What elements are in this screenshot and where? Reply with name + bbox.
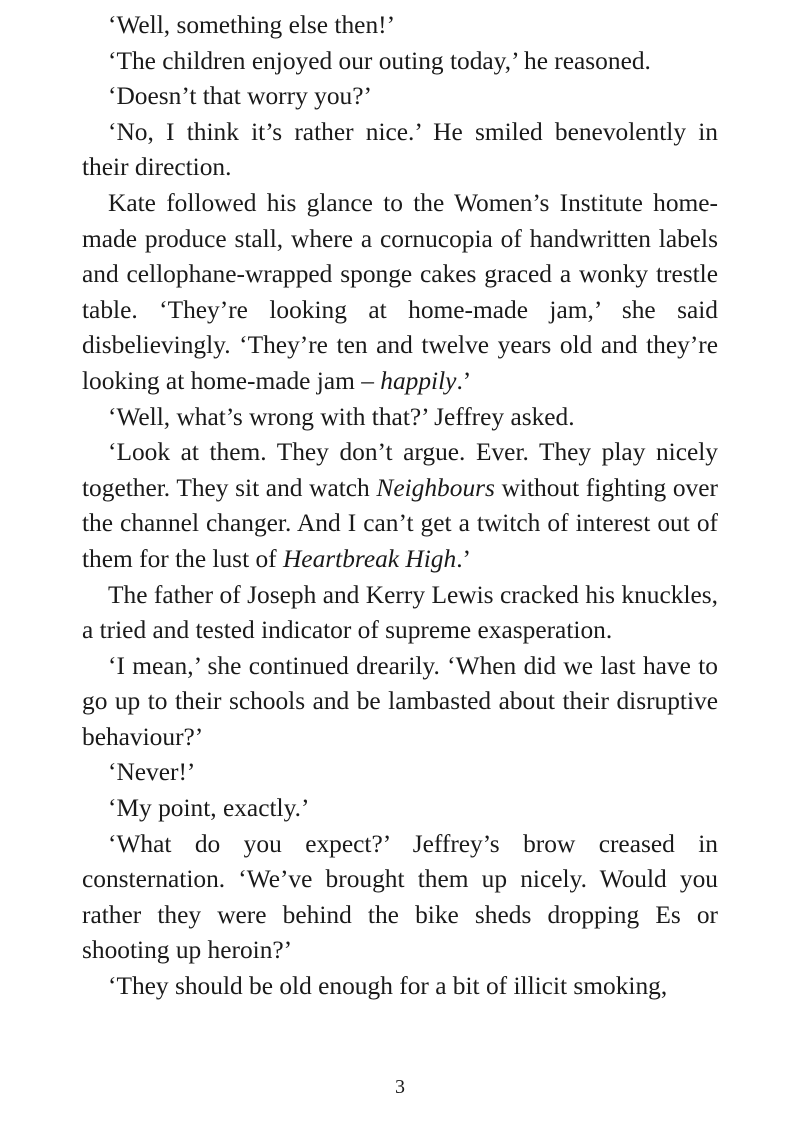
paragraph	[82, 79, 718, 115]
paragraph	[82, 755, 718, 791]
paragraph-text: ‘Well, something else then!’	[108, 11, 396, 39]
paragraph-text: ‘Never!’	[108, 758, 196, 787]
paragraph	[82, 400, 718, 436]
italic-title: Heartbreak High	[282, 544, 457, 573]
paragraph-text: ‘I mean,’ she continued drearily. ‘When did we last have to go up to their schools and be lambasted about their disruptive behaviour?’	[82, 651, 718, 751]
paragraph	[82, 115, 718, 186]
paragraph-text: .’	[456, 544, 472, 573]
paragraph-text: ‘What do you expect?’ Jeffrey’s brow creased in consternation. ‘We’ve brought them up nicely. Would you rather they were behind the bike sheds dropping Es or shooting up heroin?’	[82, 829, 718, 965]
italic-emphasis: happily	[380, 366, 457, 395]
paragraph	[82, 44, 718, 80]
paragraph	[82, 827, 718, 969]
paragraph-text: ‘Look at them. They don’t argue. Ever. They play nicely together. They sit and watch	[82, 438, 718, 502]
paragraph-text: The father of Joseph and Kerry Lewis cracked his knuckles, a tried and tested indicator of supreme exasperation.	[82, 580, 718, 645]
italic-title: Neighbours	[376, 473, 495, 502]
page-body	[82, 8, 718, 1005]
paragraph	[82, 186, 718, 400]
paragraph-text: Kate followed his glance to the Women’s Institute home-made produce stall, where a cornucopia of handwritten labels and cellophane-wrapped sponge cakes graced a wonky trestle table. ‘They’re looking at home-made jam,’ she said disbelievingly. ‘They’re ten and twelve years old and they’re looking at home-made jam –	[82, 188, 718, 395]
paragraph	[82, 578, 718, 649]
paragraph-text: ‘The children enjoyed our outing today,’ he reasoned.	[108, 46, 651, 75]
paragraph-text: ‘No, I think it’s rather nice.’ He smiled benevolently in their direction.	[82, 117, 718, 182]
paragraph	[82, 969, 718, 1005]
paragraph	[82, 649, 718, 756]
paragraph	[82, 791, 718, 827]
paragraph-text: ‘My point, exactly.’	[108, 794, 310, 823]
paragraph	[82, 435, 718, 577]
paragraph	[82, 8, 718, 44]
paragraph-text: ‘Doesn’t that worry you?’	[108, 82, 372, 111]
paragraph-text: without fighting over the channel changer. And I can’t get a twitch of interest out of them for the lust of	[82, 473, 718, 573]
page-number: 3	[395, 1076, 405, 1098]
paragraph-text: ‘Well, what’s wrong with that?’ Jeffrey asked.	[108, 402, 575, 431]
paragraph-text: .’	[456, 366, 472, 395]
paragraph-text: ‘They should be old enough for a bit of illicit smoking,	[108, 972, 668, 1001]
